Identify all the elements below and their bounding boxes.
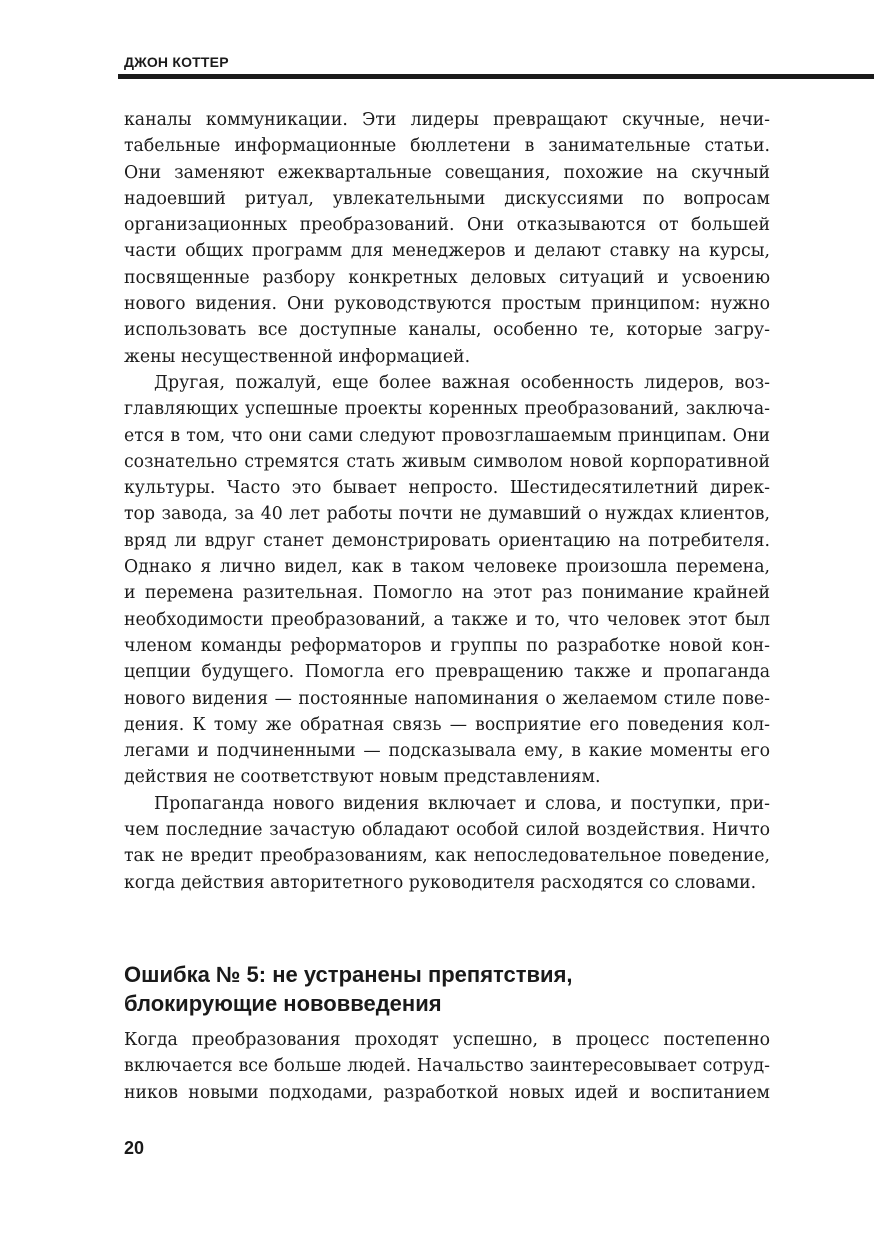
text-line: каналы коммуникации. Эти лидеры превращают скучные, нечи-	[124, 110, 770, 130]
text-line: легами и подчиненными — подсказывала ему, в какие моменты его	[124, 741, 770, 762]
body-text-bottom	[124, 1027, 770, 1106]
text-line: тор завода, за 40 лет работы почти не думавший о нуждах клиентов,	[124, 504, 770, 525]
text-line: и перемена разительная. Помогло на этот раз понимание крайней	[124, 583, 770, 604]
text-line: цепции будущего. Помогла его превращению также и пропаганда	[124, 662, 770, 683]
header-rule	[118, 74, 874, 79]
text-line: Когда преобразования проходят успешно, в процесс постепенно	[124, 1030, 770, 1050]
text-line: главляющих успешные проекты коренных преобразований, заключа-	[124, 399, 770, 420]
text-line: когда действия авторитетного руководителя расходятся со словами.	[124, 872, 757, 893]
text-line: Пропаганда нового видения включает и слова, и поступки, при-	[154, 793, 770, 814]
text-line: ников новыми подходами, разработкой новых идей и воспитанием	[124, 1082, 770, 1103]
text-line: Другая, пожалуй, еще более важная особенность лидеров, воз-	[154, 372, 770, 393]
text-line: надоевший ритуал, увлекательными дискуссиями по вопросам	[124, 188, 770, 209]
text-line: культуры. Часто это бывает непросто. Шестидесятилетний дирек-	[124, 478, 770, 499]
section-heading-line: Ошибка № 5: не устранены препятствия,	[124, 962, 573, 987]
text-line: посвященные разбору конкретных деловых ситуаций и усвоению	[124, 267, 770, 288]
text-line: нового видения — постоянные напоминания о желаемом стиле пове-	[124, 688, 770, 709]
text-line: вряд ли вдруг станет демонстрировать ориентацию на потребителя.	[124, 530, 770, 551]
text-line: дения. К тому же обратная связь — восприятие его поведения кол-	[124, 714, 770, 735]
body-text-top	[124, 107, 770, 896]
page-number: 20	[124, 1138, 145, 1158]
text-line: жены несущественной информацией.	[124, 346, 471, 367]
text-line: нового видения. Они руководствуются простым принципом: нужно	[124, 294, 770, 315]
text-line: Однако я лично видел, как в таком человеке произошла перемена,	[124, 557, 770, 578]
text-line: сознательно стремятся стать живым символом новой корпоративной	[124, 451, 770, 472]
text-line: действия не соответствуют новым представлениям.	[124, 767, 601, 788]
section-heading	[124, 960, 770, 1018]
text-line: использовать все доступные каналы, особенно те, которые загру-	[124, 320, 770, 341]
section-heading-line: блокирующие нововведения	[124, 991, 442, 1016]
running-head: ДЖОН КОТТЕР	[124, 54, 229, 70]
text-line: включается все больше людей. Начальство заинтересовывает сотруд-	[124, 1056, 770, 1077]
text-line: так не вредит преобразованиям, как непоследовательное поведение,	[124, 846, 770, 867]
text-line: ется в том, что они сами следуют провозглашаемым принципам. Они	[124, 425, 770, 446]
text-line: табельные информационные бюллетени в занимательные статьи.	[124, 136, 770, 157]
text-line: организационных преобразований. Они отказываются от большей	[124, 215, 770, 236]
text-line: Они заменяют ежеквартальные совещания, похожие на скучный	[124, 162, 770, 183]
text-line: части общих программ для менеджеров и делают ставку на курсы,	[124, 241, 770, 262]
text-line: чем последние зачастую обладают особой силой воздействия. Ничто	[124, 820, 770, 841]
text-line: членом команды реформаторов и группы по разработке новой кон-	[124, 635, 770, 656]
text-line: необходимости преобразований, а также и то, что человек этот был	[124, 609, 770, 630]
